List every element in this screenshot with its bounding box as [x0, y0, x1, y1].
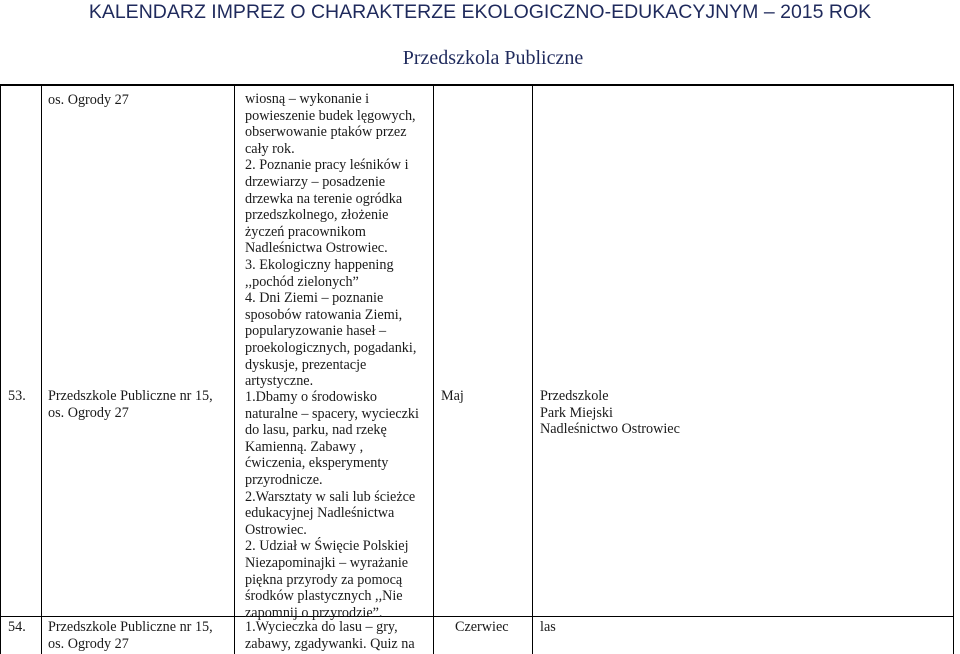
description-line: środków plastycznych ,,Nie [245, 588, 403, 605]
description-line: cały rok. [245, 140, 295, 157]
description-line: naturalne – spacery, wycieczki [245, 405, 419, 422]
place-text: Nadleśnictwo Ostrowiec [540, 421, 680, 438]
description-line: do lasu, parku, nad rzekę [245, 422, 387, 439]
column-divider [433, 86, 434, 654]
table-row-continuation [48, 92, 129, 109]
column-divider [234, 86, 235, 654]
institution-text: os. Ogrody 27 [48, 635, 129, 652]
description-line: wiosną – wykonanie i [245, 91, 370, 107]
place-cell [540, 388, 680, 438]
description-line: Niezapominajki – wyrażanie [245, 554, 409, 571]
description-line: 2. Poznanie pracy leśników i [245, 157, 409, 174]
description-line: przyrodnicze. [245, 471, 323, 488]
description-line: dyskusje, prezentacje [245, 356, 367, 373]
description-line: Nadleśnictwa Ostrowiec. [245, 240, 388, 257]
place-text: Przedszkole [540, 388, 609, 404]
description-line: sposobów ratowania Ziemi, [245, 306, 403, 323]
description-line: 2.Warsztaty w sali lub ścieżce [245, 488, 416, 505]
place-text: las [540, 619, 556, 635]
description-line: 4. Dni Ziemi – poznanie [245, 290, 384, 307]
institution-cell [48, 619, 213, 652]
description-line: zabawy, zgadywanki. Quiz na [245, 635, 415, 652]
description-line: 1.Dbamy o środowisko [245, 389, 378, 405]
description-line: przedszkolnego, złożenie [245, 207, 389, 224]
institution-text: Przedszkole Publiczne nr 15, [48, 619, 213, 635]
description-cell [245, 91, 421, 390]
description-line: zapomnij o przyrodzie”. [245, 604, 383, 621]
description-line: drzewka na terenie ogródka [245, 190, 403, 207]
row-number: 53. [8, 388, 26, 404]
institution-text: os. Ogrody 27 [48, 92, 129, 108]
description-line: powieszenie budek lęgowych, [245, 107, 416, 124]
description-line: edukacyjnej Nadleśnictwa [245, 505, 395, 522]
description-line: 3. Ekologiczny happening [245, 256, 394, 273]
description-line: 1.Wycieczka do lasu – gry, [245, 619, 398, 635]
description-line: ,,pochód zielonych” [245, 273, 359, 290]
place-cell [540, 619, 556, 636]
events-table [0, 84, 954, 654]
month-cell: Maj [441, 388, 464, 404]
description-line: 2. Udział w Święcie Polskiej [245, 538, 409, 555]
description-line: obserwowanie ptaków przez [245, 124, 407, 141]
description-line: artystyczne. [245, 373, 314, 390]
description-cell [245, 389, 419, 621]
column-divider [532, 86, 533, 654]
row-number: 54. [8, 619, 26, 635]
institution-cell [48, 388, 213, 421]
description-cell [245, 619, 415, 652]
description-line: Ostrowiec. [245, 521, 307, 538]
institution-text: Przedszkole Publiczne nr 15, [48, 388, 213, 404]
row-divider [1, 616, 953, 617]
column-divider [41, 86, 42, 654]
description-line: piękna przyrody za pomocą [245, 571, 403, 588]
place-text: Park Miejski [540, 404, 613, 421]
document-subtitle: Przedszkola Publiczne [402, 47, 584, 69]
month-cell: Czerwiec [455, 619, 509, 635]
description-line: popularyzowanie haseł – [245, 323, 387, 340]
description-line: życzeń pracownikom [245, 223, 366, 240]
description-line: drzewiarzy – posadzenie [245, 173, 386, 190]
description-line: ćwiczenia, eksperymenty [245, 455, 389, 472]
description-line: Kamienną. Zabawy , [245, 438, 364, 455]
description-line: proekologicznych, pogadanki, [245, 339, 417, 356]
institution-text: os. Ogrody 27 [48, 404, 129, 421]
document-title: KALENDARZ IMPREZ O CHARAKTERZE EKOLOGICZNO-EDUKACYJNYM – 2015 ROK [88, 1, 872, 23]
